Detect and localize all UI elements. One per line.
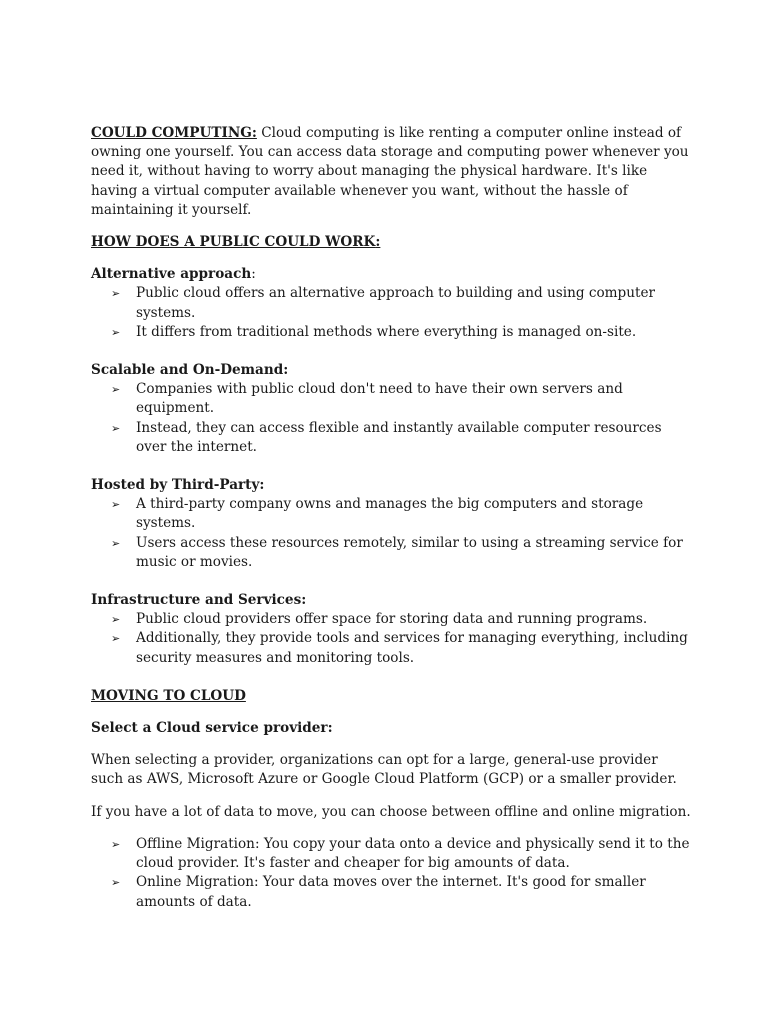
section-title-text: Alternative approach xyxy=(91,266,252,283)
bullet-list-hosted xyxy=(91,495,691,572)
bullet-list-alternative-approach xyxy=(91,284,691,342)
list-item-text: Offline Migration: You copy your data onto a device and physically send it to the cloud provider. It's faster and cheaper for big amounts of data. xyxy=(136,835,690,872)
bullet-list-infrastructure xyxy=(91,610,691,668)
moving-heading: MOVING TO CLOUD xyxy=(91,687,246,704)
arrow-bullet-icon: ➢ xyxy=(111,383,121,397)
bullet-list-scalable xyxy=(91,380,691,457)
list-item-text: Companies with public cloud don't need to have their own servers and equipment. xyxy=(136,381,623,417)
section-title-text: Infrastructure and Services: xyxy=(91,592,307,609)
list-item-text: A third-party company owns and manages the big computers and storage systems. xyxy=(136,496,644,532)
list-item xyxy=(91,284,691,322)
list-item xyxy=(91,495,691,533)
public-cloud-heading-text: HOW DOES A PUBLIC COULD WORK xyxy=(91,234,376,251)
list-item xyxy=(91,323,691,342)
list-item-text: Public cloud offers an alternative approach to building and using computer systems. xyxy=(136,285,656,321)
list-item-text: Online Migration: Your data moves over the internet. It's good for smaller amounts of data. xyxy=(136,874,646,910)
section-title-infrastructure xyxy=(91,591,691,610)
list-item xyxy=(91,629,691,667)
list-item xyxy=(91,380,691,418)
bullet-list-migration xyxy=(91,835,691,912)
list-item xyxy=(91,873,691,911)
arrow-bullet-icon: ➢ xyxy=(111,613,121,627)
arrow-bullet-icon: ➢ xyxy=(111,876,121,890)
arrow-bullet-icon: ➢ xyxy=(111,536,121,550)
list-item-text: Additionally, they provide tools and services for managing everything, including security measures and monitoring tools. xyxy=(136,630,688,666)
arrow-bullet-icon: ➢ xyxy=(111,837,121,851)
section-title-suffix: : xyxy=(251,266,256,283)
list-item xyxy=(91,610,691,629)
arrow-bullet-icon: ➢ xyxy=(111,498,121,512)
list-item xyxy=(91,419,691,457)
intro-paragraph xyxy=(91,124,691,220)
section-title-text: Hosted by Third-Party: xyxy=(91,477,265,494)
section-title-scalable xyxy=(91,361,691,380)
intro-label: COULD COMPUTING: xyxy=(91,125,257,141)
arrow-bullet-icon: ➢ xyxy=(111,325,121,339)
provider-paragraph: When selecting a provider, organizations can opt for a large, general-use provider such as AWS, Microsoft Azure or Google Cloud Platform (GCP) or a smaller provider. xyxy=(91,752,677,788)
migration-paragraph: If you have a lot of data to move, you can choose between offline and online migration. xyxy=(91,803,691,820)
moving-subheading: Select a Cloud service provider: xyxy=(91,720,333,737)
document-page xyxy=(91,124,691,931)
section-title-hosted xyxy=(91,476,691,495)
section-title-text: Scalable and On-Demand: xyxy=(91,362,289,379)
list-item-text: Users access these resources remotely, similar to using a streaming service for music or movies. xyxy=(136,534,683,570)
intro-text: Cloud computing is like renting a computer online instead of owning one yourself. You can access data storage and computing power whenever you need it, without having to worry about managing the physical hardware. It's like having a virtual computer available whenever you want, without the hassle of maintaining it yourself. xyxy=(91,125,689,218)
public-cloud-heading-colon: : xyxy=(375,234,381,251)
list-item-text: It differs from traditional methods where everything is managed on-site. xyxy=(136,323,637,340)
arrow-bullet-icon: ➢ xyxy=(111,287,121,301)
arrow-bullet-icon: ➢ xyxy=(111,632,121,646)
list-item-text: Public cloud providers offer space for storing data and running programs. xyxy=(136,611,648,628)
list-item xyxy=(91,835,691,873)
public-cloud-heading xyxy=(91,233,691,252)
section-title-alternative-approach xyxy=(91,265,691,284)
list-item-text: Instead, they can access flexible and instantly available computer resources over the internet. xyxy=(136,419,662,455)
arrow-bullet-icon: ➢ xyxy=(111,421,121,435)
list-item xyxy=(91,534,691,572)
